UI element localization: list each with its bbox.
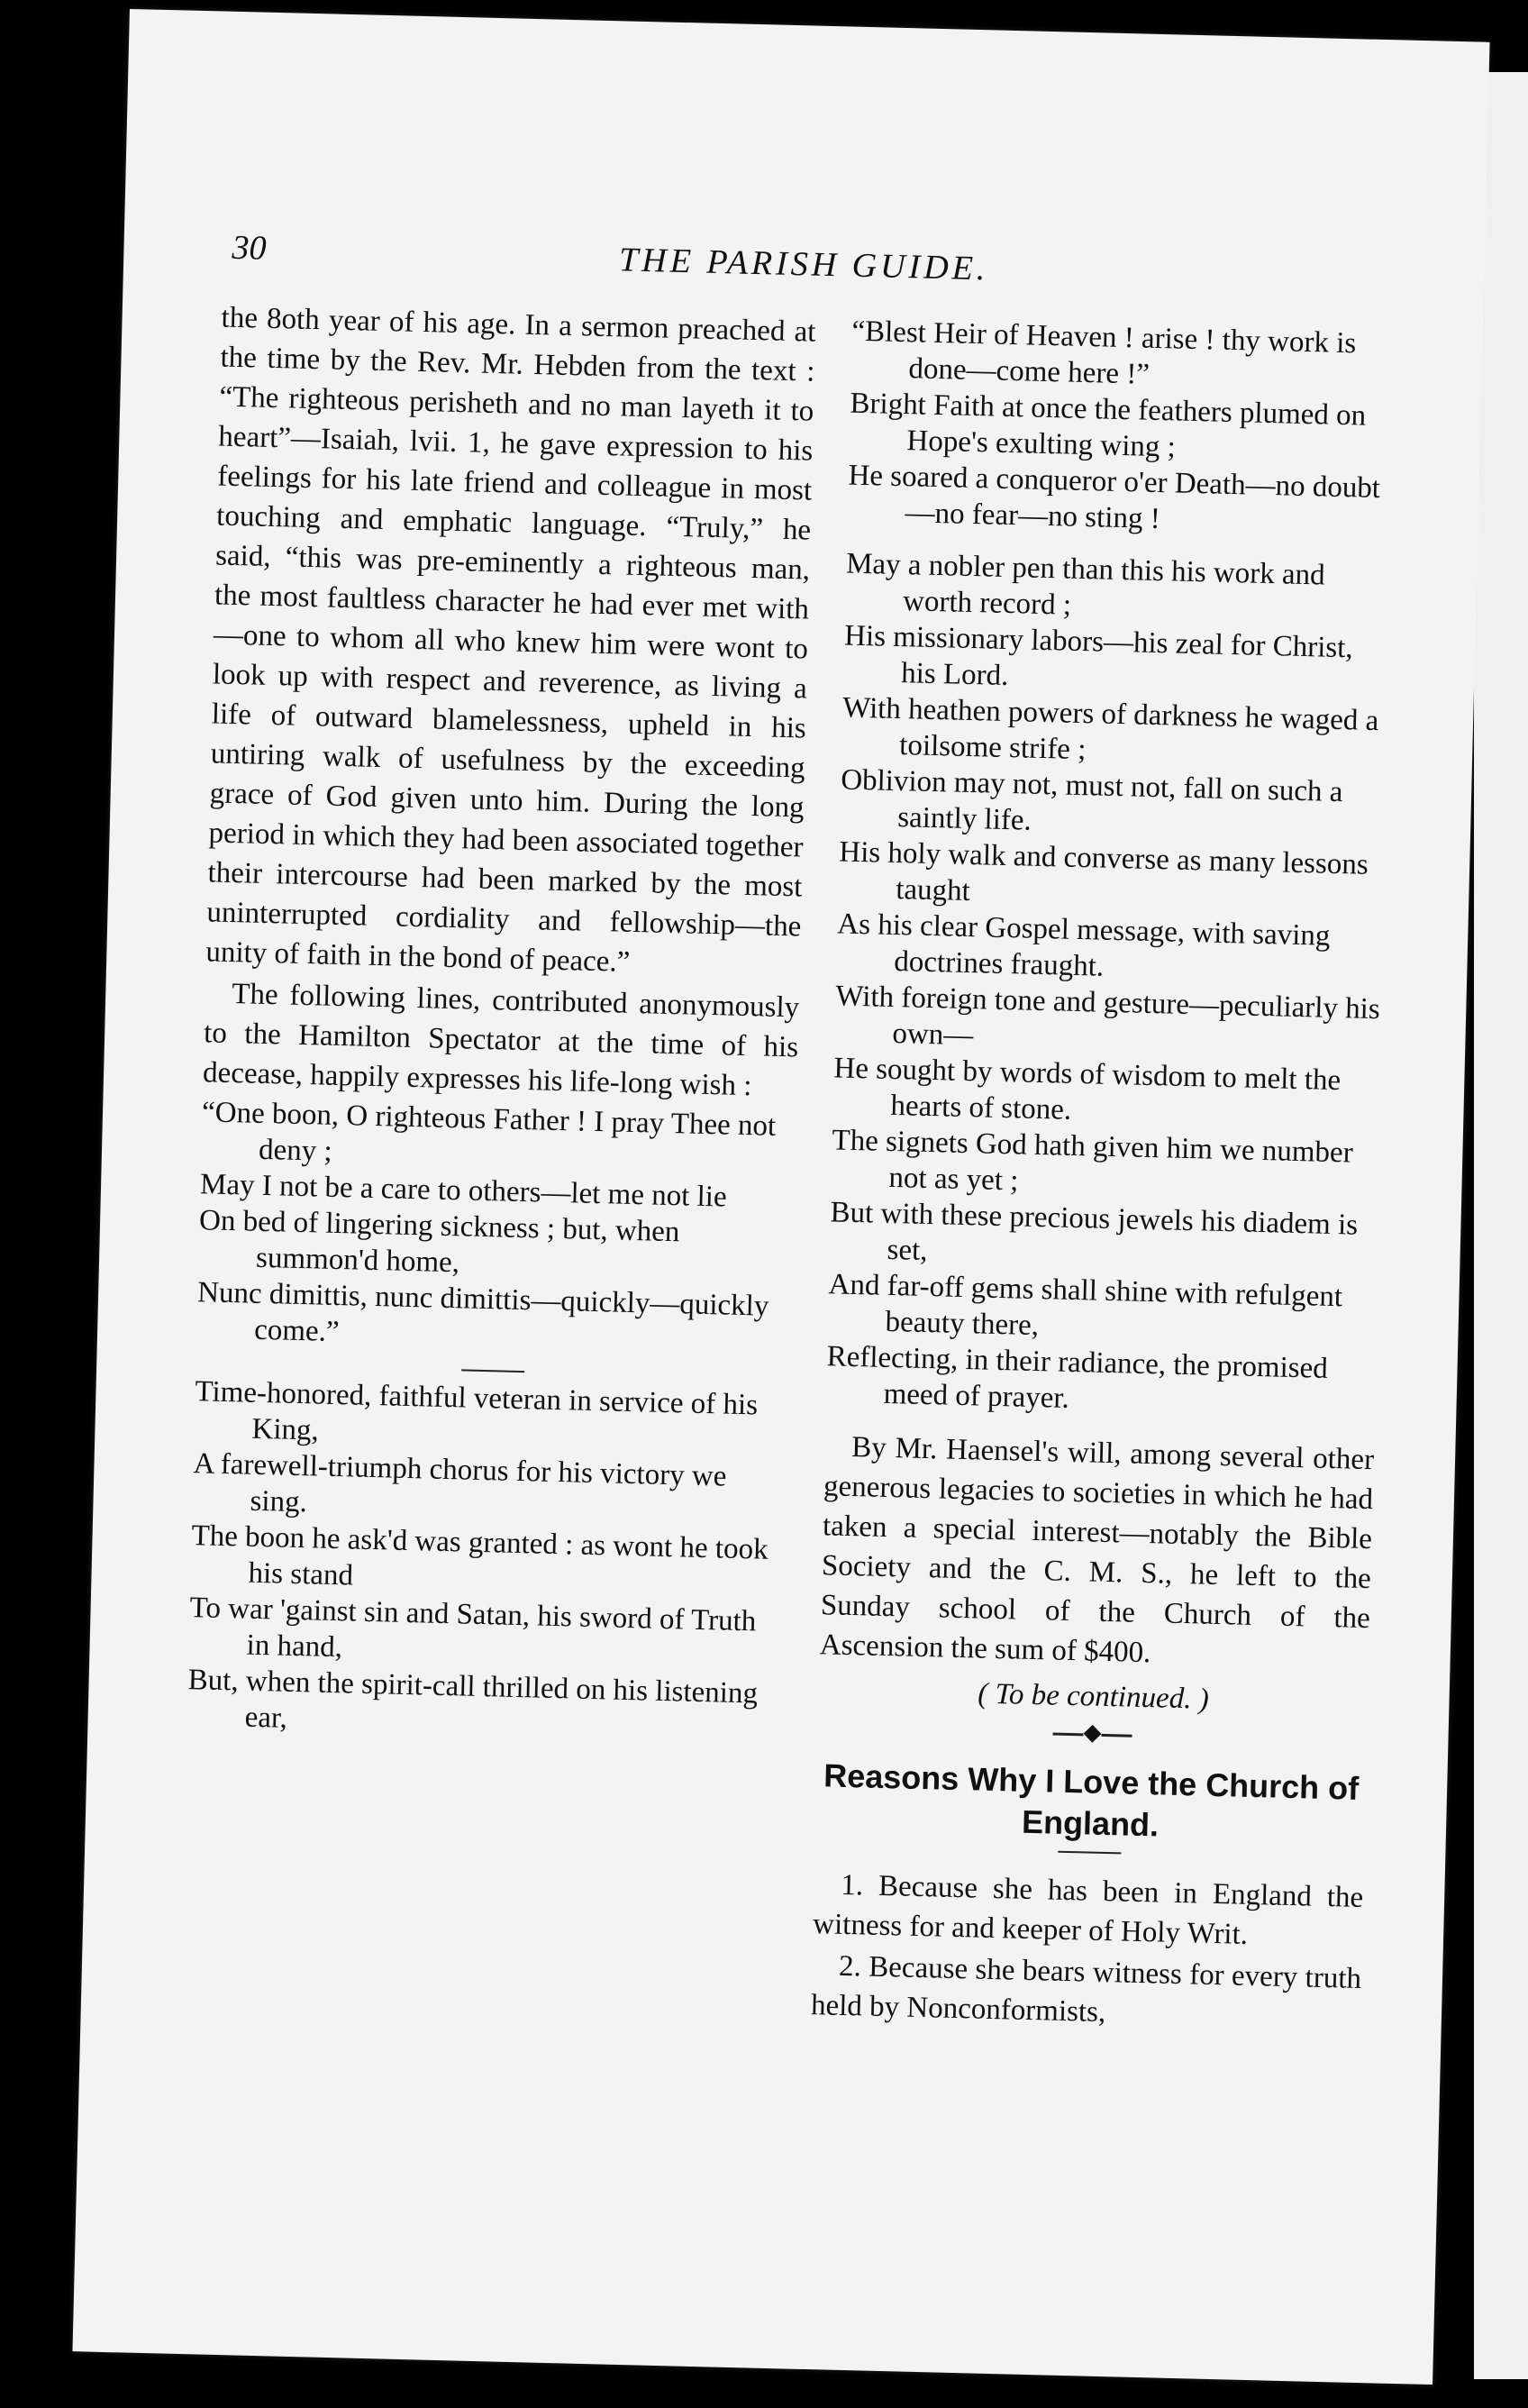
book-page	[72, 9, 1489, 2385]
paragraph-following-lines: The following lines, contributed anonymously to the Hamilton Spectator at the time of his decease, happily expresses his life-long wish :	[202, 978, 800, 1103]
verse-line: “One boon, O righteous Father ! I pray Thee not deny ;	[201, 1096, 777, 1168]
verse-line: As his clear Gospel message, with saving doctrines fraught.	[836, 908, 1331, 983]
ornament-divider	[1042, 1719, 1141, 1746]
verse-line: And far-off gems shall shine with refulgent beauty there,	[828, 1268, 1343, 1343]
verse-line: Time-honored, faithful veteran in service of his King,	[195, 1375, 759, 1447]
paragraph-haensel-will: By Mr. Haensel's will, among several other generous legacies to societies in which he had taken a special interest—notably the Bible Society and the C. M. S., he left to the Sunday school of the Church of the Ascension the sum of $400.	[819, 1430, 1375, 1670]
section-heading: Reasons Why I Love the Church of England.	[823, 1756, 1360, 1844]
section-rule	[461, 1369, 524, 1373]
heading-rule	[1058, 1851, 1121, 1855]
verse-line: But with these precious jewels his diadem is set,	[830, 1196, 1359, 1267]
reason-item: 1. Because she has been in England the witness for and keeper of Holy Writ.	[812, 1868, 1364, 1951]
verse-line: With heathen powers of darkness he waged a toilsome strife ;	[841, 691, 1379, 767]
running-head: THE PARISH GUIDE.	[618, 241, 989, 288]
page-number: 30	[232, 228, 268, 268]
adjacent-page-edge	[1474, 72, 1528, 2379]
verse-line: With foreign tone and gesture—peculiarly his own—	[835, 980, 1381, 1053]
reason-item: 2. Because she bears witness for every truth held by Nonconformists,	[810, 1949, 1362, 2029]
verse-line: To war 'gainst sin and Satan, his sword of Truth in hand,	[189, 1592, 757, 1665]
paragraph-sermon: the 8oth year of his age. In a sermon preached at the time by the Rev. Mr. Hebden from the text : “The righteous perisheth and no man layeth it to heart”—Isaiah, lvii. 1, he gave expression to his feelings for his late friend and colleague in most touching and emphatic language. “Truly,” he said, “this was pre-eminently a righteous man, the most faultless character he had ever met with—one to whom all who knew him were wont to look up with respect and reverence, as living a life of outward blamelessness, upheld in his untiring walk of usefulness by the exceeding grace of God given unto him. During the long period in which they had been associated together their intercourse had been marked by the most uninterrupted cordiality and fellowship—the unity of faith in the bond of peace.”	[205, 301, 816, 979]
verse-line: May I not be a care to others—let me not lie	[199, 1168, 728, 1214]
verse-line: He sought by words of wisdom to melt the hearts of stone.	[833, 1052, 1342, 1126]
verse-line: His missionary labors—his zeal for Christ, his Lord.	[843, 619, 1354, 692]
diamond-icon: ◆	[1083, 1719, 1102, 1746]
verse-time-honored	[186, 1373, 790, 1748]
verse-line: May a nobler pen than this his work and worth record ;	[845, 547, 1326, 622]
verse-line: Reflecting, in their radiance, the promised meed of prayer.	[826, 1340, 1329, 1415]
verse-one-boon	[196, 1094, 797, 1361]
verse-line: He soared a conqueror o'er Death—no doubt—no fear—no sting !	[848, 459, 1381, 536]
left-column	[186, 298, 816, 1765]
right-column	[811, 314, 1402, 2040]
verse-line: Bright Faith at once the feathers plumed on Hope's exulting wing ;	[850, 387, 1367, 464]
verse-line: Nunc dimittis, nunc dimittis—quickly—quickly come.”	[196, 1276, 769, 1349]
verse-nobler-pen	[825, 546, 1396, 1425]
verse-line: Oblivion may not, must not, fall on such a saintly life.	[840, 763, 1343, 837]
verse-line: The signets God hath given him we number not as yet ;	[832, 1124, 1354, 1198]
verse-blest-heir	[847, 314, 1402, 543]
verse-line: His holy walk and converse as many lessons taught	[838, 835, 1369, 908]
verse-line: On bed of lingering sickness ; but, when summon'd home,	[198, 1204, 680, 1280]
verse-line: The boon he ask'd was granted : as wont he took his stand	[191, 1519, 769, 1592]
verse-line: But, when the spirit-call thrilled on his listening ear,	[187, 1664, 759, 1735]
verse-line: “Blest Heir of Heaven ! arise ! thy work is done—come here !”	[851, 315, 1357, 391]
to-be-continued: ( To be continued. )	[977, 1677, 1210, 1716]
verse-line: A farewell-triumph chorus for his victory we sing.	[193, 1447, 727, 1519]
